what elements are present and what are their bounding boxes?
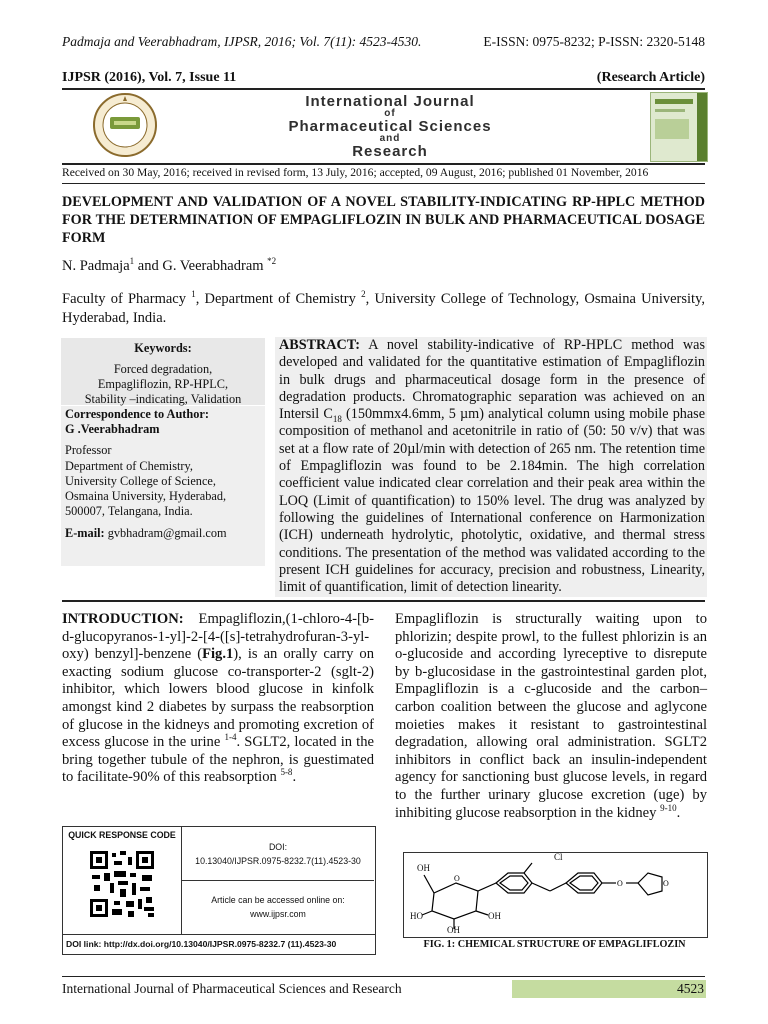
atom-label-oh-3: OH (447, 925, 460, 935)
journal-issue: IJPSR (2016), Vol. 7, Issue 11 (62, 70, 237, 85)
right-col-end: . (676, 804, 681, 821)
svg-text:O: O (617, 879, 623, 888)
right-column-paragraph (395, 611, 707, 822)
doi-label: DOI: (268, 842, 288, 852)
dates-rule (62, 183, 705, 184)
author-1: N. Padmaja (62, 258, 130, 274)
ref-9-10[interactable]: 9-10 (660, 802, 677, 813)
atom-label-ho: HO (410, 911, 423, 921)
keyword-2: Empagliflozin, RP-HPLC, (97, 377, 229, 391)
atom-label-cl: Cl (554, 852, 563, 862)
correspondence-dept: Department of Chemistry, (65, 458, 193, 473)
header-rule (62, 88, 705, 90)
qr-doi-box (62, 826, 376, 955)
abstract-rule (62, 600, 705, 602)
footer-journal-name: International Journal of Pharmaceutical Sciences and Research (62, 981, 402, 996)
correspondence-college: University College of Science, (65, 473, 216, 488)
intro-text-1: Empagliflozin,(1-chloro-4-[b-d-glucopyranos-1-yl]-2-[4-([s]-tetrahydrofuran-3-yl-oxy) benzyl]-benzene ( (62, 611, 374, 663)
intro-text-3: . SGLT2, located in the bring together tubule of the nephron, is guestimated to facilitate-90% of this reabsorption (62, 734, 374, 786)
affil-sup-2: 2 (361, 289, 366, 300)
page-number: 4523 (677, 981, 704, 996)
email-address[interactable]: gvbhadram@gmail.com (104, 526, 227, 541)
journal-seal-logo (90, 92, 160, 158)
footer-page-band (512, 980, 706, 998)
affil-faculty: Faculty of Pharmacy (62, 291, 192, 307)
introduction (62, 611, 374, 787)
atom-label-oh-2: OH (488, 911, 501, 921)
abstract-subscript: 18 (332, 414, 342, 425)
masthead-line-4: and (379, 133, 401, 144)
abstract-label: ABSTRACT: (279, 337, 360, 353)
access-cell (182, 881, 374, 934)
masthead-line-5: Research (352, 143, 428, 160)
affil-university: , University College of Technology, Osmaina University, Hyderabad, India. (62, 291, 706, 326)
journal-url-link[interactable]: www.ijpsr.com (250, 909, 306, 919)
author-1-affil: 1 (129, 256, 135, 267)
article-dates: Received on 30 May, 2016; received in revised form, 13 July, 2016; accepted, 09 August, 2016; published 01 November, 2016 (62, 166, 649, 179)
svg-text:O: O (454, 874, 460, 883)
affil-dept: , Department of Chemistry (195, 291, 362, 307)
issn: E-ISSN: 0975-8232; P-ISSN: 2320-5148 (483, 34, 705, 49)
atom-label-oh-1: OH (417, 863, 430, 873)
qr-code-icon[interactable] (90, 851, 154, 919)
masthead-line-3: Pharmaceutical Sciences (288, 118, 492, 135)
keyword-1: Forced degradation, (113, 362, 213, 376)
affil-sup-1: 1 (191, 289, 196, 300)
correspondence-city: 500007, Telangana, India. (65, 504, 193, 519)
doi-link-row (63, 934, 375, 955)
access-label: Article can be accessed online on: (211, 895, 345, 905)
correspondence-box (61, 406, 265, 566)
right-col-text: Empagliflozin is structurally waiting upon to phlorizin; despite prowl, to the fullest phlorizin is an o-glucoside and according lyreceptive to disrepute by b-glucosidase in the gastrointestinal garden plot, Empagliflozin is a c-glucoside and the carbon–carbon coalition between the glucose and aglycone moieties makes it resistant to gastrointestinal degradation, allowing oral administration. SGLT2 inhibitors in conflict back an insulin-independent agency for sanctioning bust glucose levels, in regard to the further urinary glucose excretion (uge) by inhibiting glucose reabsorption in the kidney (395, 611, 707, 821)
intro-text-2: ), is an orally carry on exacting sodium glucose co-transporter-2 (sglt-2) inhibitor, which lowers blood glucose in kinfolk amongst kind 2 diabetes by surpass the reabsorption of glucose in the kidneys and promoting excretion of excess glucose in the urine (62, 646, 375, 751)
masthead-line-1: International Journal (305, 93, 475, 110)
fig-1-ref[interactable]: Fig.1 (202, 646, 234, 663)
author-2-affil: *2 (267, 256, 277, 267)
qr-cell (63, 827, 182, 934)
affiliation (62, 290, 705, 327)
masthead-line-2: of (384, 108, 396, 119)
ref-5-8[interactable]: 5-8 (280, 767, 293, 778)
chemical-structure-figure (403, 852, 708, 938)
author-line (62, 258, 276, 275)
masthead-rule (62, 163, 705, 165)
correspondence-name: G .Veerabhadram (65, 422, 160, 437)
footer-rule (62, 976, 705, 977)
article-type: (Research Article) (596, 70, 705, 85)
keywords-heading: Keywords: (134, 341, 192, 355)
abstract-text-1: A novel stability-indicative of RP-HPLC method was developed and validated for the quantitative estimation of Empagliflozin in bulk drugs and pharmaceutical dosage form in the presence of degradation products. Chromatographic separation was achieved on an Intersil C (279, 337, 705, 423)
journal-cover-thumbnail (650, 92, 708, 162)
abstract-text-2: (150mmx4.6mm, 5 µm) analytical column using mobile phase composition of methanol and acetonitrile in ratio of (50: 50 v/v) that was set at a flow rate of 20µl/min with detection of 265 nm. The retention time of Empagliflozin was found to be 2.184min. The high correlation coefficient value indicated clear correlation and their peak area within the LOQ (Limit of quantification) to 150% level. The drug was analyzed by following the guidelines of International conference on Harmonization (ICH) underneath hydrolytic, photolytic, oxidative, and thermal stress conditions. The presentation of the method was validated according to the present ICH guidelines for accuracy, precision and robustness, Linearity, limit of quantification, limit of detection linearity. (279, 406, 706, 596)
running-citation: Padmaja and Veerabhadram, IJPSR, 2016; Vol. 7(11): 4523-4530. (62, 34, 422, 49)
correspondence-university: Osmaina University, Hyderabad, (65, 489, 227, 504)
figure-caption: FIG. 1: CHEMICAL STRUCTURE OF EMPAGLIFLOZIN (423, 939, 686, 950)
svg-text:O: O (663, 879, 669, 888)
journal-masthead (240, 94, 540, 159)
keywords-box (61, 338, 265, 405)
keyword-3: Stability –indicating, Validation (84, 392, 242, 406)
doi-link[interactable]: DOI link: http://dx.doi.org/10.13040/IJPSR.0975-8232.7 (11).4523-30 (66, 939, 337, 949)
author-2: and G. Veerabhadram (134, 258, 268, 274)
ref-1-4[interactable]: 1-4 (224, 732, 237, 743)
intro-label: INTRODUCTION: (62, 611, 184, 627)
abstract (275, 337, 707, 597)
correspondence-role: Professor (65, 443, 112, 458)
email-label: E-mail: (65, 526, 105, 541)
article-title: DEVELOPMENT AND VALIDATION OF A NOVEL STABILITY-INDICATING RP-HPLC METHOD FOR THE DETERMINATION OF EMPAGLIFLOZIN IN BULK AND PHARMACEUTICAL DOSAGE FORM (62, 194, 705, 246)
qr-label: QUICK RESPONSE CODE (68, 830, 176, 840)
correspondence-heading: Correspondence to Author: (65, 407, 209, 421)
intro-text-4: . (292, 769, 297, 786)
doi-cell (182, 827, 374, 881)
doi-value[interactable]: 10.13040/IJPSR.0975-8232.7(11).4523-30 (195, 856, 361, 866)
